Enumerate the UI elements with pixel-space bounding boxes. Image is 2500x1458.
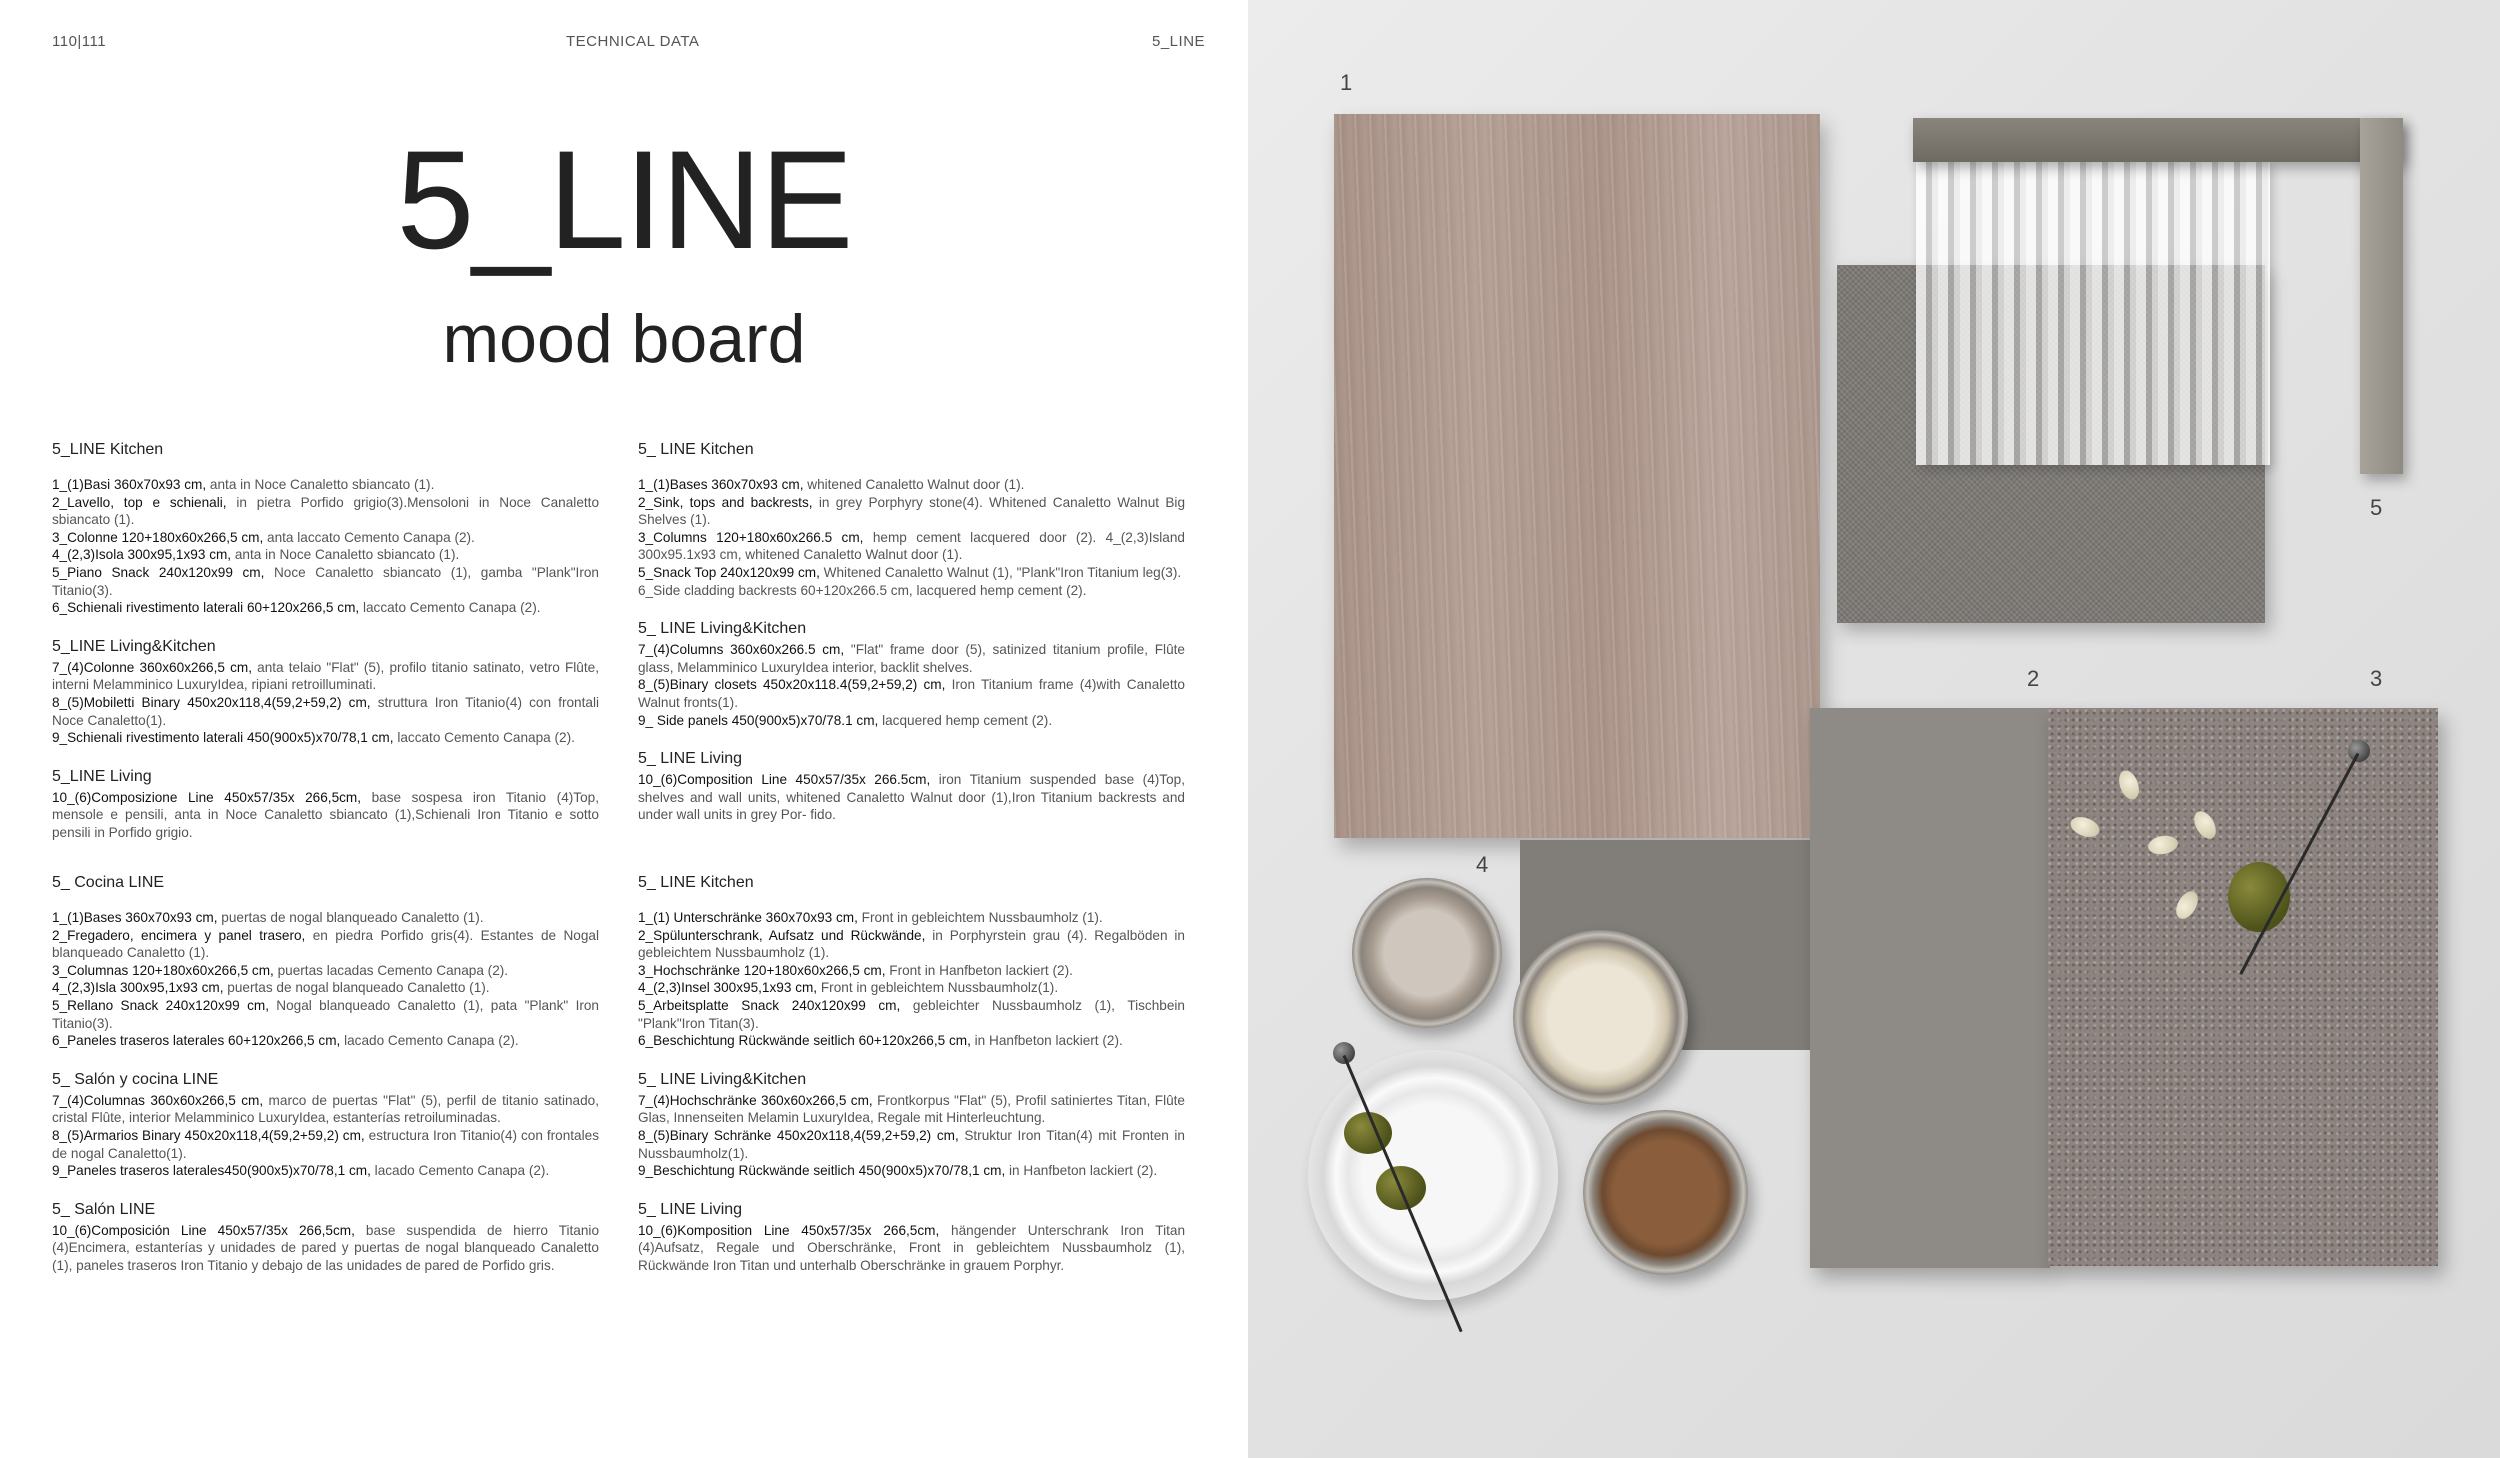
spec-item-detail: puertas lacadas Cemento Canapa (2). bbox=[273, 962, 509, 978]
spec-item bbox=[52, 659, 599, 694]
spec-item-detail: laccato Cemento Canapa (2). bbox=[393, 730, 575, 746]
spec-item-name: 9_ Side panels 450(900x5)x70/78.1 cm, bbox=[638, 712, 879, 728]
section-heading: 5_ LINE Kitchen bbox=[638, 441, 754, 458]
spec-item-detail: Noce Canaletto sbiancato (1), gamba "Plank"Iron Titanio(3). bbox=[52, 564, 599, 598]
section-heading: 5_ LINE Living&Kitchen bbox=[638, 1070, 807, 1088]
spec-item-detail: Nogal blanqueado Canaletto (1), pata "Plank" Iron Titanio(3). bbox=[52, 997, 599, 1031]
spec-section bbox=[638, 440, 1185, 599]
spec-item-detail: Front in gebleichtem Nussbaumholz(1). bbox=[817, 980, 1059, 996]
spec-section bbox=[52, 767, 599, 842]
spec-item bbox=[52, 979, 599, 997]
spec-item bbox=[52, 476, 599, 494]
spec-section bbox=[638, 873, 1185, 1050]
column-german bbox=[638, 873, 1185, 1295]
spec-item-detail: iron Titanium suspended base (4)Top, shelves and wall units, whitened Canaletto Walnut door (1),Iron Titanium backrests and under wall units in grey Por- fido. bbox=[638, 772, 1185, 823]
spec-item-name: 1_(1) Unterschränke 360x70x93 cm, bbox=[638, 910, 858, 925]
label-3: 3 bbox=[2370, 666, 2383, 691]
spec-item bbox=[52, 997, 599, 1032]
spec-item-name: 5_Arbeitsplatte Snack 240x120x99 cm, bbox=[638, 997, 901, 1013]
spec-item-name: 5_Rellano Snack 240x120x99 cm, bbox=[52, 997, 269, 1013]
spec-item-detail: gebleichter Nussbaumholz (1), Tischbein "Plank"Iron Titan(3). bbox=[638, 997, 1185, 1031]
spec-item-detail: puertas de nogal blanqueado Canaletto (1). bbox=[223, 980, 490, 996]
page-subtitle: mood board bbox=[442, 301, 806, 377]
cashew-bowl bbox=[1352, 878, 1502, 1028]
spec-item-detail: puertas de nogal blanqueado Canaletto (1). bbox=[217, 910, 484, 925]
spec-item-detail: base sospesa iron Titanio (4)Top, mensole e pensili, anta in Noce Canaletto sbiancato (1),Schienali Iron Titanio e sotto pensili in Porfido grigio. bbox=[52, 789, 599, 840]
spec-item-name: 3_Columnas 120+180x60x266,5 cm, bbox=[52, 962, 274, 978]
section-heading: 5_ Cocina LINE bbox=[52, 874, 165, 891]
column-spanish bbox=[52, 873, 599, 1295]
section-heading: 5_LINE Living bbox=[52, 767, 152, 785]
spec-item bbox=[638, 529, 1185, 564]
spec-item bbox=[52, 962, 599, 980]
spec-item-detail: marco de puertas "Flat" (5), perfil de titanio satinado, cristal Flûte, interior Melamminico LuxuryIdea, estanterías retroiluminadas. bbox=[52, 1092, 599, 1126]
spec-item-name: 10_(6)Composition Line 450x57/35x 266.5cm, bbox=[638, 772, 931, 788]
spec-item bbox=[638, 962, 1185, 980]
spec-item-name: 8_(5)Mobiletti Binary 450x20x118,4(59,2+59,2) cm, bbox=[52, 694, 371, 710]
spec-item-name: 10_(6)Komposition Line 450x57/35x 266,5cm, bbox=[638, 1222, 940, 1238]
spec-item-detail: whitened Canaletto Walnut door (1). bbox=[803, 477, 1025, 492]
section-heading: 5_LINE Kitchen bbox=[52, 441, 164, 458]
spec-item bbox=[638, 676, 1185, 711]
spec-section bbox=[52, 637, 599, 747]
left-page bbox=[0, 0, 1248, 1458]
spec-item-name: 7_(4)Hochschränke 360x60x266,5 cm, bbox=[638, 1092, 873, 1108]
spec-item bbox=[638, 1222, 1185, 1275]
spec-item-detail: lacado Cemento Canapa (2). bbox=[340, 1033, 519, 1049]
section-heading: 5_ LINE Living bbox=[638, 1200, 743, 1218]
page-title: 5_LINE bbox=[396, 121, 852, 278]
spec-section bbox=[52, 873, 599, 1050]
section-heading: 5_ Salón LINE bbox=[52, 1200, 156, 1218]
spec-item bbox=[52, 529, 599, 547]
spec-item-detail: in Hanfbeton lackiert (2). bbox=[1005, 1163, 1158, 1179]
spec-item-name: 1_(1)Basi 360x70x93 cm, bbox=[52, 477, 207, 492]
spec-item-detail: lacado Cemento Canapa (2). bbox=[370, 1163, 550, 1179]
spec-item bbox=[52, 909, 599, 927]
section-heading: 5_ LINE Living&Kitchen bbox=[638, 620, 807, 638]
spec-item-name: 5_Snack Top 240x120x99 cm, bbox=[638, 564, 820, 580]
spec-item-detail: "Flat" frame door (5), satinized titanium profile, Flûte glass, Melamminico LuxuryIdea interior, backlit shelves. bbox=[638, 642, 1185, 675]
wood-sample bbox=[1334, 114, 1820, 838]
flute-glass-sample bbox=[1916, 160, 2270, 465]
spec-item bbox=[52, 729, 599, 747]
label-2: 2 bbox=[2027, 666, 2040, 691]
spec-item-name: 2_Lavello, top e schienali, bbox=[52, 494, 227, 510]
spec-item-detail: lacquered hemp cement (2). bbox=[878, 712, 1053, 728]
spec-item bbox=[52, 694, 599, 729]
pistachio-bowl bbox=[1513, 930, 1688, 1105]
label-5: 5 bbox=[2370, 495, 2383, 520]
spec-item-detail: hemp cement lacquered door (2). 4_(2,3)Island 300x95.1x93 cm, whitened Canaletto Walnut door (1). bbox=[638, 529, 1185, 563]
mood-board-photo bbox=[1248, 0, 2500, 1458]
spec-item bbox=[52, 1127, 599, 1162]
column-english bbox=[638, 440, 1185, 844]
section-label: TECHNICAL DATA bbox=[566, 33, 700, 50]
spec-item bbox=[638, 927, 1185, 962]
spec-section bbox=[638, 619, 1185, 729]
spec-item-detail: Frontkorpus "Flat" (5), Profil satiniertes Titan, Flûte Glas, Innenseiten Melamin LuxuryIdea, Regale mit Hinterleuchtung. bbox=[638, 1092, 1185, 1126]
spec-item bbox=[52, 546, 599, 564]
spec-item-detail: Front in gebleichtem Nussbaumholz (1). bbox=[857, 910, 1103, 925]
spec-item-name: 10_(6)Composición Line 450x57/35x 266,5cm, bbox=[52, 1222, 355, 1238]
spec-item bbox=[638, 909, 1185, 927]
spec-item-name: 9_Paneles traseros laterales450(900x5)x70/78,1 cm, bbox=[52, 1163, 371, 1179]
spec-item-detail: 6_Side cladding backrests 60+120x266.5 cm, lacquered hemp cement (2). bbox=[638, 582, 1087, 598]
spec-item-name: 1_(1)Bases 360x70x93 cm, bbox=[638, 477, 804, 492]
spec-item-detail: in Porphyrstein grau (4). Regalböden in gebleichtem Nussbaumholz (1). bbox=[638, 927, 1185, 961]
spec-item bbox=[638, 494, 1185, 529]
spec-item bbox=[638, 476, 1185, 494]
porphyry-sample bbox=[2048, 708, 2438, 1266]
spec-item-name: 8_(5)Armarios Binary 450x20x118,4(59,2+59,2) cm, bbox=[52, 1127, 365, 1143]
spec-section bbox=[638, 749, 1185, 824]
spec-item-name: 5_Piano Snack 240x120x99 cm, bbox=[52, 564, 265, 580]
spec-item-detail: anta telaio "Flat" (5), profilo titanio satinato, vetro Flûte, interni Melamminico LuxuryIdea, ripiani retroilluminati. bbox=[52, 659, 599, 693]
cement-sample bbox=[1810, 708, 2050, 1268]
spec-item bbox=[638, 564, 1185, 582]
spec-item-name: 10_(6)Composizione Line 450x57/35x 266,5cm, bbox=[52, 789, 362, 805]
spec-section bbox=[52, 440, 599, 617]
spec-item-name: 2_Sink, tops and backrests, bbox=[638, 494, 813, 510]
spec-item bbox=[52, 1162, 599, 1180]
spec-item bbox=[52, 1222, 599, 1275]
spec-item bbox=[52, 599, 599, 617]
spec-item bbox=[638, 771, 1185, 824]
spec-item-detail: Iron Titanium frame (4)with Canaletto Walnut fronts(1). bbox=[638, 677, 1185, 710]
spec-item bbox=[52, 927, 599, 962]
almond-bowl bbox=[1583, 1110, 1748, 1275]
spec-item-name: 9_Schienali rivestimento laterali 450(900x5)x70/78,1 cm, bbox=[52, 730, 394, 746]
spec-item bbox=[638, 997, 1185, 1032]
spec-item-name: 8_(5)Binary Schränke 450x20x118,4(59,2+59,2) cm, bbox=[638, 1127, 959, 1143]
spec-item-detail: Whitened Canaletto Walnut (1), "Plank"Iron Titanium leg(3). bbox=[819, 564, 1182, 580]
section-heading: 5_ Salón y cocina LINE bbox=[52, 1070, 219, 1088]
spec-item-name: 7_(4)Columnas 360x60x266,5 cm, bbox=[52, 1092, 264, 1108]
spec-item-detail: Front in Hanfbeton lackiert (2). bbox=[885, 962, 1073, 978]
spec-item-name: 7_(4)Colonne 360x60x266,5 cm, bbox=[52, 659, 252, 675]
product-label: 5_LINE bbox=[1152, 33, 1206, 50]
spec-item-name: 3_Hochschränke 120+180x60x266,5 cm, bbox=[638, 962, 886, 978]
spec-item bbox=[638, 582, 1185, 600]
spec-item-detail: laccato Cemento Canapa (2). bbox=[359, 600, 541, 616]
spec-item-detail: anta in Noce Canaletto sbiancato (1). bbox=[231, 547, 460, 563]
spec-item-detail: in Hanfbeton lackiert (2). bbox=[970, 1033, 1123, 1049]
page-numbers: 110|111 bbox=[52, 33, 107, 50]
spec-item bbox=[638, 1127, 1185, 1162]
spec-item-name: 9_Beschichtung Rückwände seitlich 450(900x5)x70/78,1 cm, bbox=[638, 1163, 1006, 1179]
spec-item-name: 6_Beschichtung Rückwände seitlich 60+120x266,5 cm, bbox=[638, 1033, 971, 1049]
spec-item bbox=[638, 979, 1185, 997]
spec-item-detail: anta laccato Cemento Canapa (2). bbox=[263, 529, 475, 545]
titanium-frame-side bbox=[2360, 118, 2403, 474]
spec-section bbox=[638, 1070, 1185, 1180]
spec-item-name: 6_Paneles traseros laterales 60+120x266,5 cm, bbox=[52, 1033, 341, 1049]
spec-item-detail: estructura Iron Titanio(4) con frontales de nogal Canaletto(1). bbox=[52, 1127, 599, 1161]
spec-item-detail: anta in Noce Canaletto sbiancato (1). bbox=[206, 477, 435, 492]
spec-item-name: 2_Fregadero, encimera y panel trasero, bbox=[52, 927, 306, 943]
spec-item bbox=[638, 641, 1185, 676]
spec-item-detail: in grey Porphyry stone(4). Whitened Canaletto Walnut Big Shelves (1). bbox=[638, 494, 1185, 528]
spec-item-name: 6_Schienali rivestimento laterali 60+120x266,5 cm, bbox=[52, 600, 360, 616]
spec-section bbox=[52, 1200, 599, 1275]
spec-item-name: 7_(4)Columns 360x60x266.5 cm, bbox=[638, 642, 845, 658]
spec-item bbox=[52, 1032, 599, 1050]
spec-item-name: 3_Colonne 120+180x60x266,5 cm, bbox=[52, 529, 264, 545]
spec-item bbox=[52, 564, 599, 599]
pick-head-right bbox=[2348, 740, 2370, 762]
spec-item bbox=[638, 712, 1185, 730]
spec-item-detail: en piedra Porfido gris(4). Estantes de Nogal blanqueado Canaletto (1). bbox=[52, 927, 599, 961]
section-heading: 5_LINE Living&Kitchen bbox=[52, 637, 216, 655]
label-4: 4 bbox=[1476, 852, 1489, 877]
spec-item-name: 4_(2,3)Isola 300x95,1x93 cm, bbox=[52, 547, 232, 563]
column-italian bbox=[52, 440, 599, 862]
spec-item-name: 3_Columns 120+180x60x266.5 cm, bbox=[638, 529, 864, 545]
spec-section bbox=[52, 1070, 599, 1180]
spec-item bbox=[52, 494, 599, 529]
spec-item bbox=[52, 789, 599, 842]
spec-section bbox=[638, 1200, 1185, 1275]
spec-item bbox=[638, 1162, 1185, 1180]
titanium-frame-top bbox=[1913, 118, 2403, 162]
spec-item-detail: base suspendida de hierro Titanio (4)Encimera, estanterías y unidades de pared y puertas de nogal blanqueado Canaletto (1), paneles traseros Iron Titanio y debajo de las unidades de pared de Porfido gris. bbox=[52, 1222, 600, 1273]
spec-item-name: 4_(2,3)Insel 300x95,1x93 cm, bbox=[638, 980, 818, 996]
spec-item-detail: hängender Unterschrank Iron Titan (4)Aufsatz, Regale und Oberschränke, Front in gebleichtem Nussbaumholz (1), Rückwände Iron Titan und unterhalb Oberschränke in grauem Porphyr. bbox=[638, 1222, 1185, 1273]
spec-item-name: 1_(1)Bases 360x70x93 cm, bbox=[52, 910, 218, 925]
spec-item bbox=[52, 1092, 599, 1127]
spec-item-name: 2_Spülunterschrank, Aufsatz und Rückwände, bbox=[638, 927, 926, 943]
spec-item-detail: struttura Iron Titanio(4) con frontali Noce Canaletto(1). bbox=[52, 694, 599, 728]
spec-item-detail: Struktur Iron Titan(4) mit Fronten in Nussbaumholz(1). bbox=[638, 1127, 1185, 1161]
spec-item-name: 4_(2,3)Isla 300x95,1x93 cm, bbox=[52, 980, 224, 996]
spec-item bbox=[638, 1092, 1185, 1127]
section-heading: 5_ LINE Living bbox=[638, 750, 743, 768]
label-1: 1 bbox=[1340, 70, 1353, 95]
spec-item-detail: in pietra Porfido grigio(3).Mensoloni in Noce Canaletto sbiancato (1). bbox=[52, 494, 599, 528]
spec-item-name: 8_(5)Binary closets 450x20x118.4(59,2+59,2) cm, bbox=[638, 677, 946, 693]
section-heading: 5_ LINE Kitchen bbox=[638, 874, 754, 891]
spec-item bbox=[638, 1032, 1185, 1050]
